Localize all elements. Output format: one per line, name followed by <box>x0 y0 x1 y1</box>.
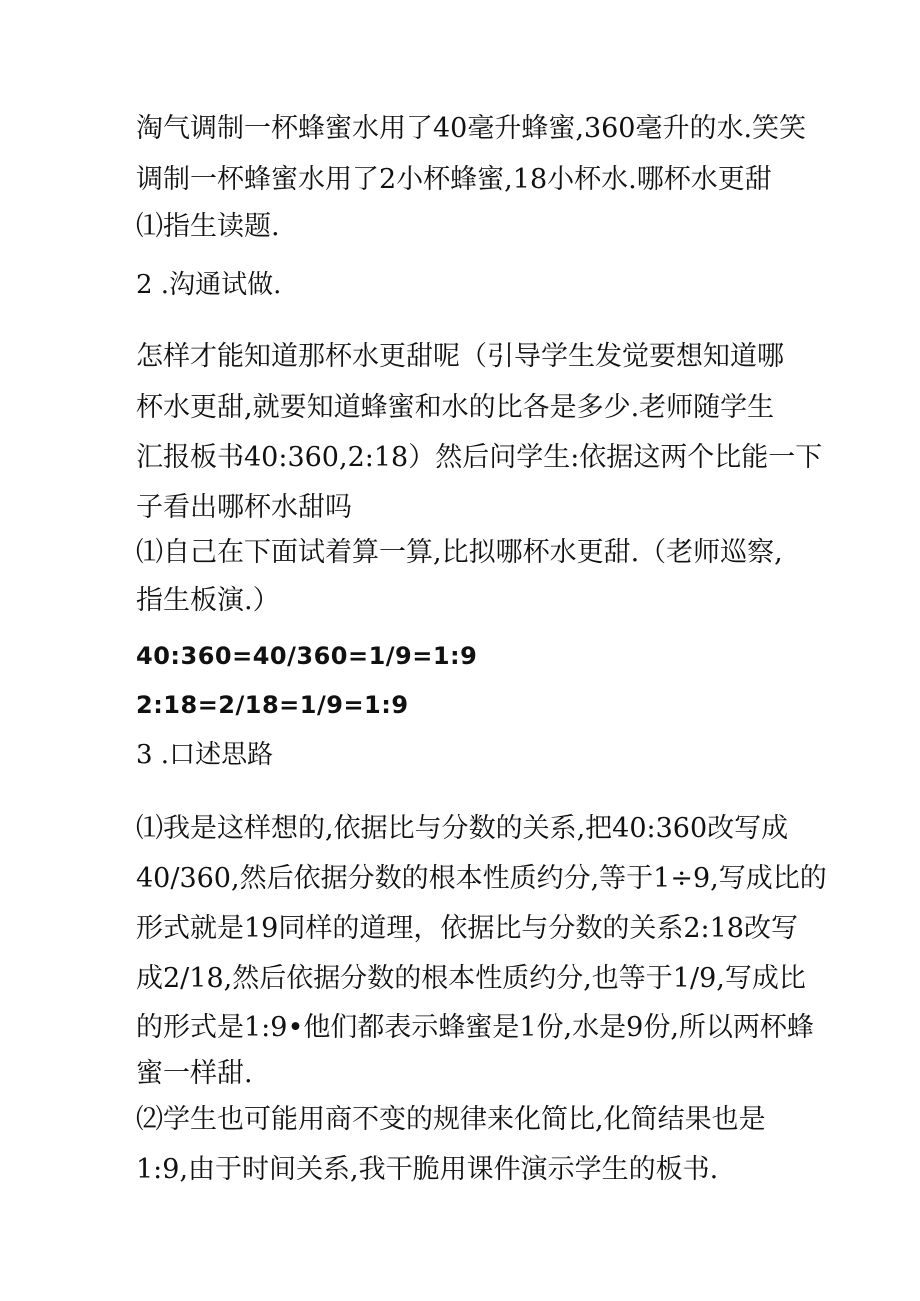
paragraph-line: 1:9,由于时间关系,我干脆用课件演示学生的板书. <box>136 1154 719 1185</box>
paragraph-line: 怎样才能知道那杯水更甜呢（引导学生发觉要想知道哪 <box>136 341 784 372</box>
equation-line: 2:18=2/18=1/9=1:9 <box>136 691 409 719</box>
paragraph-line: 汇报板书40:360,2:18）然后问学生:依据这两个比能一下 <box>136 442 823 473</box>
paragraph-line: 蜜一样甜. <box>136 1058 253 1089</box>
paragraph-line: 子看出哪杯水甜吗 <box>136 492 352 523</box>
paragraph-line: 成2/18,然后依据分数的根本性质约分,也等于1/9,写成比 <box>136 963 806 994</box>
paragraph-line: 淘气调制一杯蜂蜜水用了40毫升蜂蜜,360毫升的水.笑笑 <box>136 113 807 144</box>
paragraph-line: ⑴我是这样想的,依据比与分数的关系,把40:360改写成 <box>136 813 789 844</box>
section-heading: 3 .口述思路 <box>136 740 274 770</box>
paragraph-line: 指生板演.） <box>136 585 280 616</box>
paragraph-line: 杯水更甜,就要知道蜂蜜和水的比各是多少.老师随学生 <box>136 392 775 423</box>
section-heading: 2 .沟通试做. <box>136 270 282 300</box>
paragraph-line: 40/360,然后依据分数的根本性质约分,等于1÷9,写成比的 <box>136 863 827 894</box>
paragraph-line: ⑴自己在下面试着算一算,比拟哪杯水更甜.（老师巡察, <box>136 537 783 568</box>
paragraph-line: 的形式是1:9•他们都表示蜂蜜是1份,水是9份,所以两杯蜂 <box>136 1012 814 1043</box>
paragraph-line: 调制一杯蜂蜜水用了2小杯蜂蜜,18小杯水.哪杯水更甜 <box>136 164 772 195</box>
paragraph-line: ⑴指生读题. <box>136 211 280 242</box>
paragraph-line: 形式就是19同样的道理，依据比与分数的关系2:18改写 <box>136 913 798 944</box>
paragraph-line: ⑵学生也可能用商不变的规律来化简比,化简结果也是 <box>136 1104 766 1135</box>
equation-line: 40:360=40/360=1/9=1:9 <box>136 642 478 670</box>
